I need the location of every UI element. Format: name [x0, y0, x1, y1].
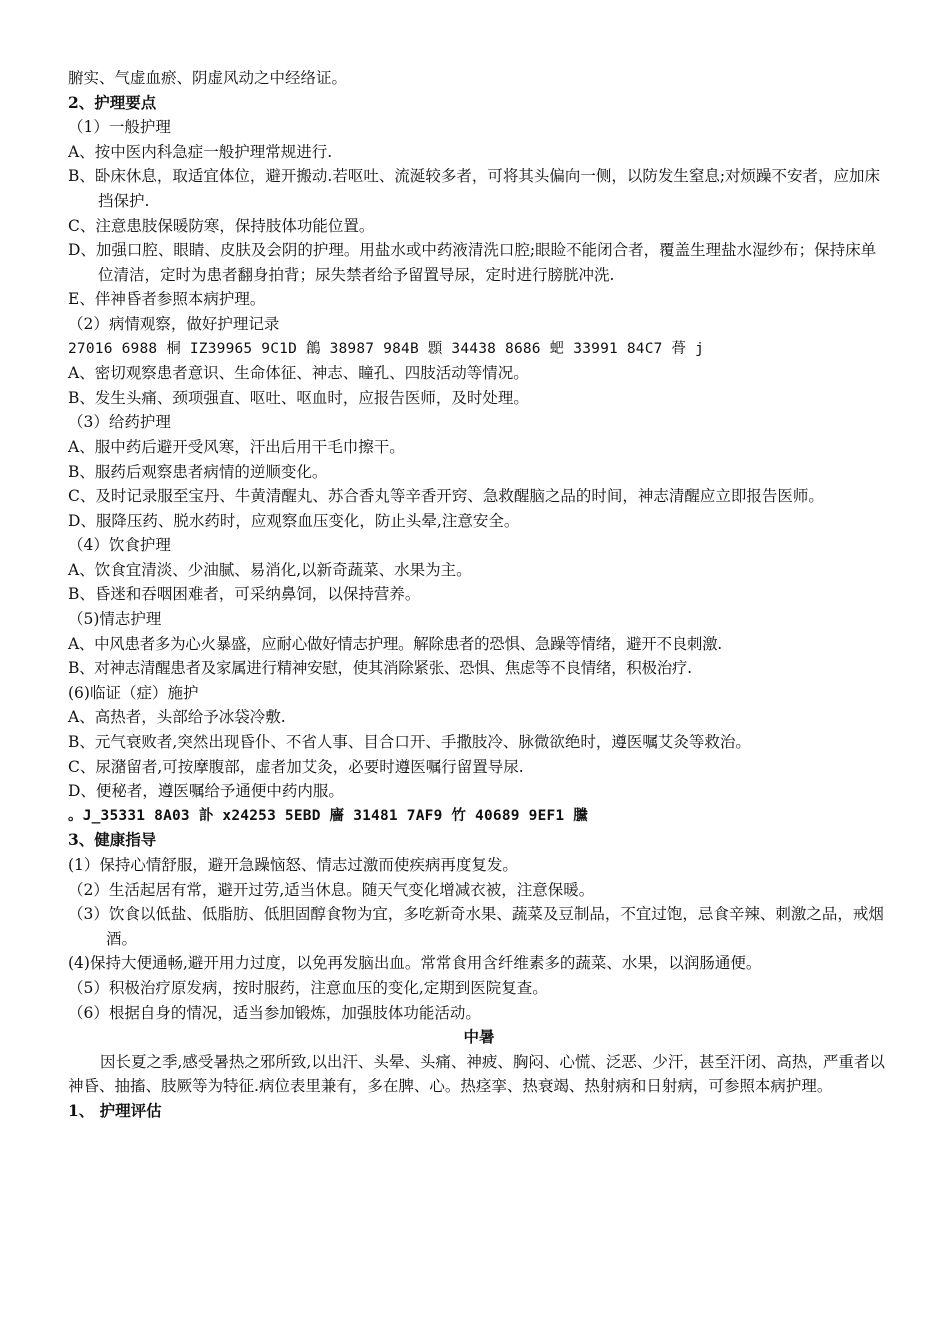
list-item: （2）生活起居有常，避开过劳,适当休息。随天气变化增减衣被，注意保暖。 [68, 880, 595, 899]
subsection-heading: （2）病情观察，做好护理记录 [68, 314, 280, 333]
list-item: E、伴神昏者参照本病护理。 [68, 290, 266, 309]
list-item: C、尿潴留者,可按摩腹部，虚者加艾灸，必要时遵医嘱行留置导尿. [68, 757, 524, 776]
list-item: (1）保持心情舒服，避开急躁恼怒、情志过激而使疾病再度复发。 [68, 856, 518, 874]
list-item: B、卧床休息，取适宜体位，避开搬动.若呕吐、流涎较多者，可将其头偏向一侧，以防发生窒息;对烦躁不安者，应加床挡保护. [68, 167, 881, 210]
section-heading: 3、健康指导 [68, 830, 157, 850]
list-item: B、发生头痛、颈项强直、呕吐、呕血时，应报告医师，及时处理。 [68, 388, 529, 407]
list-item: B、昏迷和吞咽困难者，可采纳鼻饲，以保持营养。 [68, 585, 421, 604]
list-item: A、服中药后避开受风寒，汗出后用干毛巾擦干。 [68, 437, 405, 456]
list-item: A、按中医内科急症一般护理常规进行. [68, 142, 333, 161]
subsection-heading: (6)临证（症）施护 [68, 683, 199, 702]
list-item: （6）根据自身的情况，适当参加锻炼，加强肢体功能活动。 [68, 1003, 481, 1022]
list-item: D、服降压药、脱水药时，应观察血压变化，防止头晕,注意安全。 [68, 511, 520, 530]
section-heading: 1、 护理评估 [68, 1100, 162, 1120]
list-item: A、饮食宜清淡、少油腻、易消化,以新奇蔬菜、水果为主。 [68, 560, 472, 579]
subsection-heading: （4）饮食护理 [68, 536, 171, 555]
garbled-code-line: 27016 6988 桐 IZ39965 9C1D 鶬 38987 984B 顋 34438 8686 蚆 33991 84C7 蓇 j [68, 340, 705, 357]
list-item: （3）饮食以低盐、低脂肪、低胆固醇食物为宜，多吃新奇水果、蔬菜及豆制品，不宜过饱，忌食辛辣、刺激之品，戒烟酒。 [68, 905, 884, 948]
text-line: 腑实、气虚血瘀、阴虚风动之中经络证。 [68, 69, 348, 87]
list-item: A、中风患者多为心火暴盛，应耐心做好情志护理。解除患者的恐惧、急躁等情绪，避开不良刺激. [68, 634, 722, 653]
list-item: A、高热者，头部给予冰袋冷敷. [68, 708, 286, 727]
list-item: C、及时记录服至宝丹、牛黄清醒丸、苏合香丸等辛香开窍、急救醒脑之品的时间，神志清醒应立即报告医师。 [68, 487, 824, 506]
subsection-heading: （5)情志护理 [68, 610, 162, 629]
subsection-heading: （1）一般护理 [68, 118, 171, 137]
list-item: C、注意患肢保暖防寒，保持肢体功能位置。 [68, 216, 375, 235]
garbled-code-line: 。J_35331 8A03 訃 x24253 5EBD 廧 31481 7AF9 竹 40689 9EF1 黱 [68, 807, 588, 824]
list-item: B、元气衰败者,突然出现昏仆、不省人事、目合口开、手撒肢冷、脉微欲绝时，遵医嘱艾灸等救治。 [68, 733, 751, 752]
section-heading: 2、护理要点 [68, 92, 157, 112]
list-item: D、便秘者，遵医嘱给予通便中药内服。 [68, 782, 344, 801]
list-item: (4)保持大便通畅,避开用力过度，以免再发脑出血。常常食用含纤维素多的蔬菜、水果，以润肠通便。 [68, 954, 762, 973]
list-item: D、加强口腔、眼睛、皮肤及会阴的护理。用盐水或中药液清洗口腔;眼睑不能闭合者，覆盖生理盐水湿纱布；保持床单位清洁，定时为患者翻身拍背；尿失禁者给予留置导尿，定时进行膀胱冲洗. [68, 241, 877, 284]
list-item: B、服药后观察患者病情的逆顺变化。 [68, 462, 328, 481]
list-item: （5）积极治疗原发病，按时服药，注意血压的变化,定期到医院复查。 [68, 978, 548, 997]
list-item: A、密切观察患者意识、生命体征、神志、瞳孔、四肢活动等情况。 [68, 364, 529, 383]
list-item: B、对神志清醒患者及家属进行精神安慰，使其消除紧张、恐惧、焦虑等不良情绪，积极治疗. [68, 659, 692, 678]
intro-paragraph: 因长夏之季,感受暑热之邪所致,以出汗、头晕、头痛、神疲、胸闷、心慌、泛恶、少汗，甚至汗闭、高热，严重者以神昏、抽搐、肢厥等为特征.病位表里兼有，多在脾、心。热痉挛、热衰竭、热射病和日射病，可参照本病护理。 [68, 1052, 885, 1096]
chapter-title: 中暑 [463, 1027, 495, 1047]
subsection-heading: （3）给药护理 [68, 413, 171, 432]
